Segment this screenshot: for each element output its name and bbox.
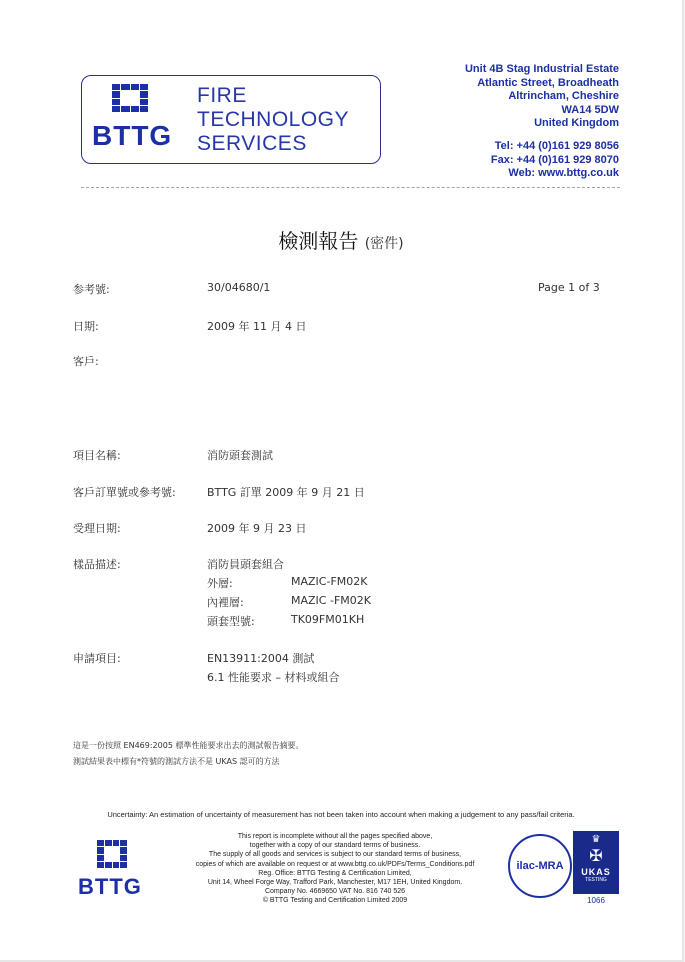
header-divider <box>81 187 620 188</box>
bttg-logo-text: BTTG <box>92 120 173 151</box>
report-title <box>0 225 682 254</box>
title-main: 檢測報告 <box>278 229 359 253</box>
sample-item-value: TK09FM01KH <box>291 613 365 626</box>
sample-item-value: MAZIC-FM02K <box>291 575 368 588</box>
sample-item-label: 外層: <box>207 577 233 590</box>
ukas-sub: TESTING <box>585 877 607 883</box>
project-label: 項目名稱: <box>73 449 121 462</box>
page-number: Page 1 of 3 <box>538 281 600 294</box>
sample-item-label: 內裡層: <box>207 596 244 609</box>
address-line: Altrincham, Cheshire <box>508 90 619 103</box>
uncertainty-statement: Uncertainty: An estimation of uncertainty of measurement has not been taken into account when making a judgement to any pass/fail criteria. <box>107 810 575 819</box>
project-value: 消防頭套測試 <box>207 449 273 462</box>
ilac-mra-text: ilac-MRA <box>516 860 564 872</box>
sample-item-label: 頭套型號: <box>207 615 255 628</box>
ref-value: 30/04680/1 <box>207 281 271 294</box>
address-line: WA14 5DW <box>561 103 619 116</box>
footer-line: Company No. 4669650 VAT No. 816 740 526 <box>264 888 406 896</box>
bttg-grid-icon <box>97 840 127 868</box>
received-label: 受理日期: <box>73 522 121 535</box>
ilac-mra-logo <box>508 834 572 898</box>
crown-icon: ♛ <box>591 834 601 845</box>
logo-box <box>81 75 381 164</box>
ukas-logo <box>573 831 619 894</box>
date-value: 2009 年 11 月 4 日 <box>207 320 307 333</box>
footer-line: This report is incomplete without all the pages specified above, <box>237 833 433 840</box>
tel-line: Tel: +44 (0)161 929 8056 <box>494 140 619 152</box>
ukas-number: 1066 <box>587 896 605 905</box>
ukas-mark-icon: ✠ <box>589 848 603 865</box>
bttg-footer-logo-text: BTTG <box>78 874 142 899</box>
company-address <box>399 63 619 131</box>
service-line-1: FIRE <box>197 84 247 107</box>
address-line: Atlantic Street, Broadheath <box>477 76 619 89</box>
address-line: United Kingdom <box>534 117 619 130</box>
apply-value-2: 6.1 性能要求 – 材料或組合 <box>207 671 340 684</box>
received-value: 2009 年 9 月 23 日 <box>207 522 307 535</box>
apply-value-1: EN13911:2004 測試 <box>207 652 315 665</box>
title-sub: (密件) <box>364 236 404 252</box>
note-line: 這是一份按照 EN469:2005 標準性能要求出去的測試報告摘要。 <box>73 741 304 750</box>
sample-item-value: MAZIC -FM02K <box>291 594 371 607</box>
client-label: 客戶: <box>73 355 99 368</box>
apply-label: 申請項目: <box>73 652 121 665</box>
footer-line: © BTTG Testing and Certification Limited 2009 <box>262 897 408 905</box>
address-line: Unit 4B Stag Industrial Estate <box>464 63 619 75</box>
sample-value: 消防員頭套組合 <box>207 558 284 571</box>
footer-line: together with a copy of our standard terms of business. <box>249 842 421 850</box>
service-line-2: TECHNOLOGY <box>197 108 350 131</box>
service-line-3: SERVICES <box>197 132 307 155</box>
footer-line: copies of which are available on request or at www.bttg.co.uk/PDFs/Terms_Conditions.pdf <box>195 860 475 868</box>
order-label: 客戶訂單號或參考號: <box>73 486 176 499</box>
footer-line: The supply of all goods and services is subject to our standard terms of business, <box>208 851 462 859</box>
fax-line: Fax: +44 (0)161 929 8070 <box>490 153 619 166</box>
note-line: 測試結果表中標有*符號的測試方法不是 UKAS 認可的方法 <box>73 757 280 766</box>
web-line: Web: www.bttg.co.uk <box>508 167 619 180</box>
date-label: 日期: <box>73 320 99 333</box>
order-value: BTTG 訂單 2009 年 9 月 21 日 <box>207 486 365 499</box>
company-contact <box>399 140 619 181</box>
footer-line: Unit 14, Wheel Forge Way, Trafford Park, Manchester, M17 1EH, United Kingdom. <box>207 879 463 887</box>
sample-label: 樣品描述: <box>73 558 121 571</box>
footer-line: Reg. Office: BTTG Testing & Certification Limited, <box>258 869 412 877</box>
footer-terms <box>175 832 495 906</box>
bttg-grid-icon <box>112 84 148 112</box>
ref-label: 参考號: <box>73 283 110 296</box>
ukas-text: UKAS <box>581 867 611 877</box>
